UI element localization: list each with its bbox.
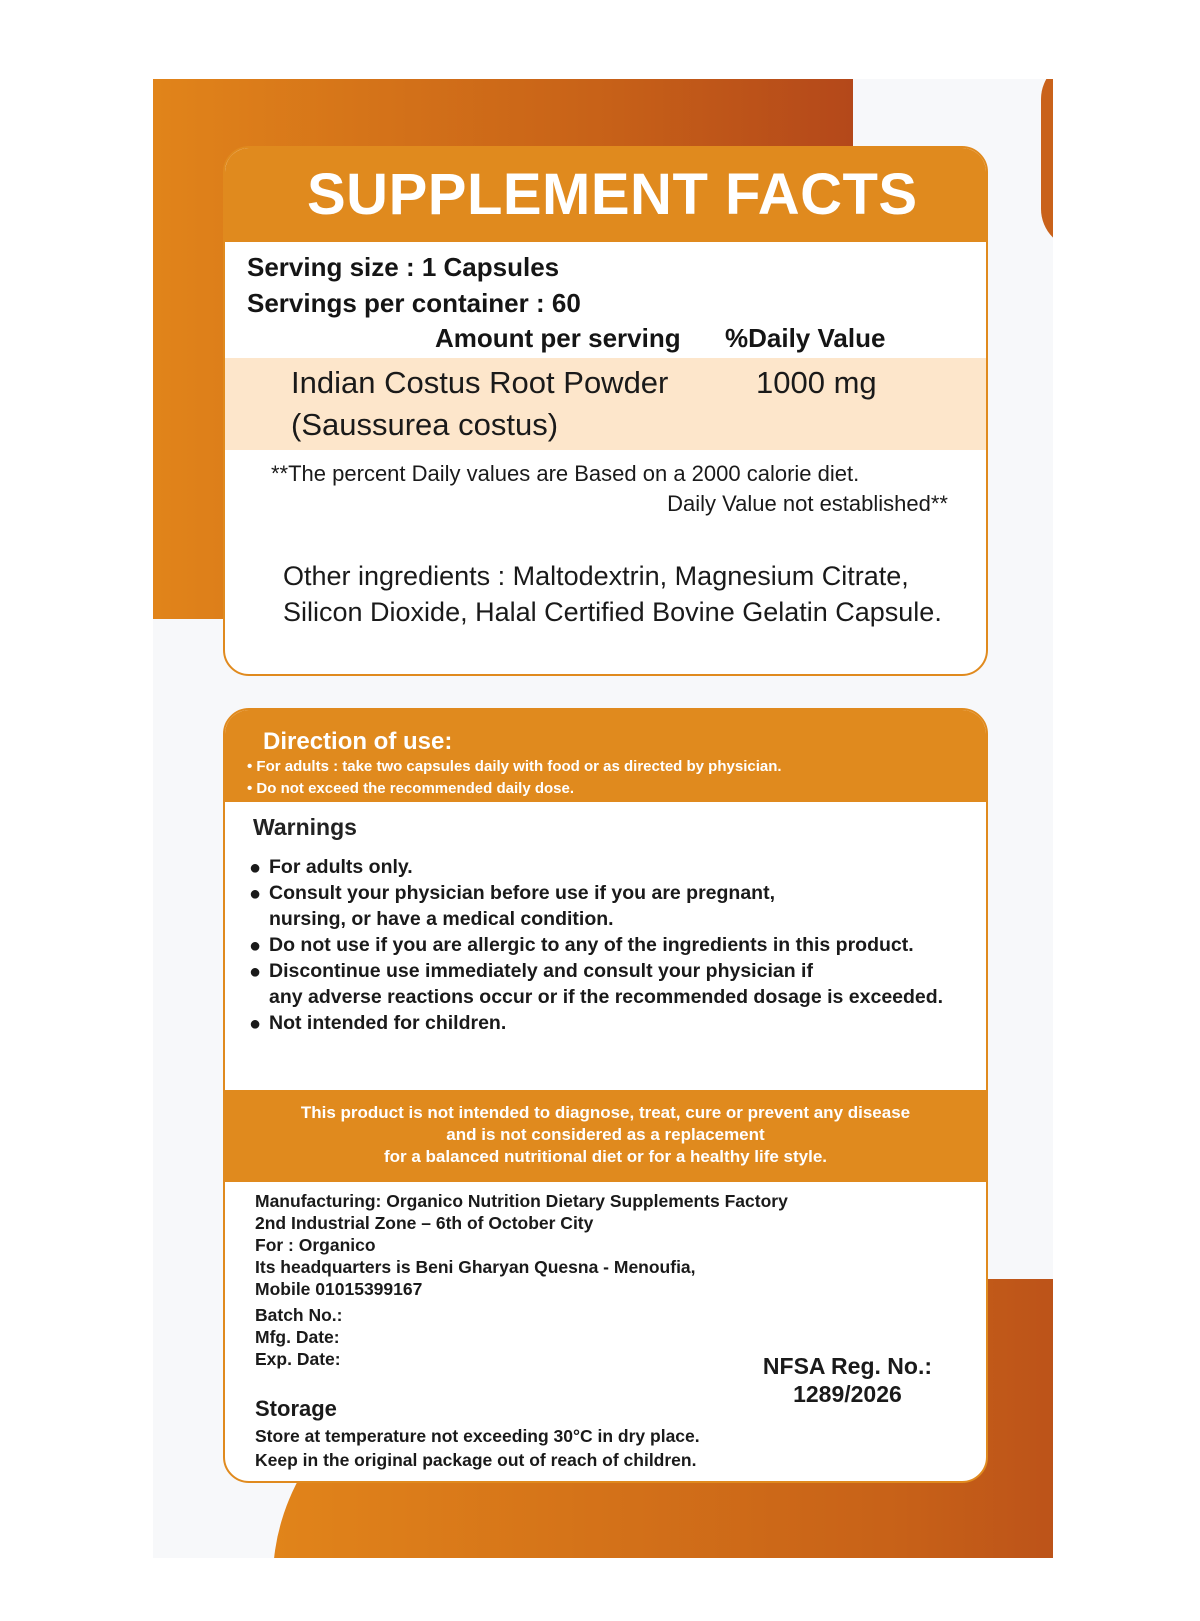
headquarters: Its headquarters is Beni Gharyan Quesna - Menoufia, xyxy=(255,1257,696,1277)
ingredient-name xyxy=(291,362,668,446)
ingredient-amount: 1000 mg xyxy=(756,365,877,400)
serving-size: Serving size : 1 Capsules xyxy=(247,252,560,282)
warning-item xyxy=(249,854,969,880)
registration-number: 1289/2026 xyxy=(793,1381,902,1407)
direction-item-text: For adults : take two capsules daily with food or as directed by physician. xyxy=(256,758,782,775)
servings-per-container: Servings per container : 60 xyxy=(247,288,581,318)
daily-value-header: %Daily Value xyxy=(725,323,886,353)
warning-item xyxy=(249,1010,969,1036)
ingredient-row xyxy=(225,358,986,450)
storage-line1: Store at temperature not exceeding 30°C in dry place. xyxy=(255,1426,700,1446)
manufacturer-line: Manufacturing: Organico Nutrition Dietary Supplements Factory xyxy=(255,1191,788,1211)
bullet-icon: ● xyxy=(249,857,262,879)
direction-item: • Do not exceed the recommended daily dose. xyxy=(247,780,575,797)
warnings-title: Warnings xyxy=(253,814,357,840)
bullet-icon: ● xyxy=(249,1013,262,1035)
warning-item xyxy=(249,880,969,932)
supplement-facts-title: SUPPLEMENT FACTS xyxy=(225,148,986,242)
warning-text: For adults only. xyxy=(269,856,413,878)
footnote-line2: Daily Value not established** xyxy=(667,491,948,516)
other-ingredients xyxy=(283,558,973,630)
footnote-line1: **The percent Daily values are Based on a 2000 calorie diet. xyxy=(271,461,860,486)
bullet-icon: ● xyxy=(249,883,262,905)
warning-text: Not intended for children. xyxy=(269,1012,507,1034)
warning-text-continued: nursing, or have a medical condition. xyxy=(269,908,614,930)
disclaimer-line3: for a balanced nutritional diet or for a healthy life style. xyxy=(383,1147,828,1166)
warning-text: Discontinue use immediately and consult your physician if xyxy=(269,960,813,982)
ingredient-name-line1: Indian Costus Root Powder xyxy=(291,365,669,400)
manufacturing-info xyxy=(255,1190,788,1370)
disclaimer-banner xyxy=(225,1090,986,1182)
mobile-number: Mobile 01015399167 xyxy=(255,1279,423,1299)
registration-label: NFSA Reg. No.: xyxy=(762,1353,932,1379)
decorative-right-shape xyxy=(1041,79,1053,249)
disclaimer-line2: and is not considered as a replacement xyxy=(446,1125,765,1144)
warnings-list xyxy=(249,854,969,1036)
batch-number: Batch No.: xyxy=(255,1305,343,1325)
warning-item xyxy=(249,932,969,958)
warning-text: Do not use if you are allergic to any of the ingredients in this product. xyxy=(269,934,914,956)
storage-title: Storage xyxy=(255,1396,337,1421)
bullet-icon: ● xyxy=(249,935,262,957)
directions-panel xyxy=(223,708,988,1483)
disclaimer-line1: This product is not intended to diagnose, treat, cure or prevent any disease xyxy=(300,1103,911,1122)
warning-text-continued: any adverse reactions occur or if the recommended dosage is exceeded. xyxy=(269,986,944,1008)
direction-item: • For adults : take two capsules daily with food or as directed by physician. xyxy=(247,758,782,775)
supplement-facts-panel xyxy=(223,146,988,676)
directions-title: Direction of use: xyxy=(263,728,453,755)
manufactured-for: For : Organico xyxy=(255,1235,376,1255)
amount-per-serving-header: Amount per serving xyxy=(435,323,681,353)
storage-line2: Keep in the original package out of reach of children. xyxy=(255,1450,697,1470)
mfg-date: Mfg. Date: xyxy=(255,1327,340,1347)
registration-block xyxy=(763,1352,932,1408)
storage-instructions xyxy=(255,1424,700,1472)
other-ingredients-line1: Other ingredients : Maltodextrin, Magnesium Citrate, xyxy=(283,561,909,591)
bullet-icon: ● xyxy=(249,961,262,983)
other-ingredients-line2: Silicon Dioxide, Halal Certified Bovine Gelatin Capsule. xyxy=(283,597,942,627)
exp-date: Exp. Date: xyxy=(255,1349,341,1369)
warning-text: Consult your physician before use if you are pregnant, xyxy=(269,882,776,904)
ingredient-name-line2: (Saussurea costus) xyxy=(291,407,559,442)
manufacturer-address: 2nd Industrial Zone – 6th of October City xyxy=(255,1213,594,1233)
directions-header xyxy=(225,710,986,802)
warning-item xyxy=(249,958,969,1010)
direction-item-text: Do not exceed the recommended daily dose. xyxy=(256,780,575,797)
